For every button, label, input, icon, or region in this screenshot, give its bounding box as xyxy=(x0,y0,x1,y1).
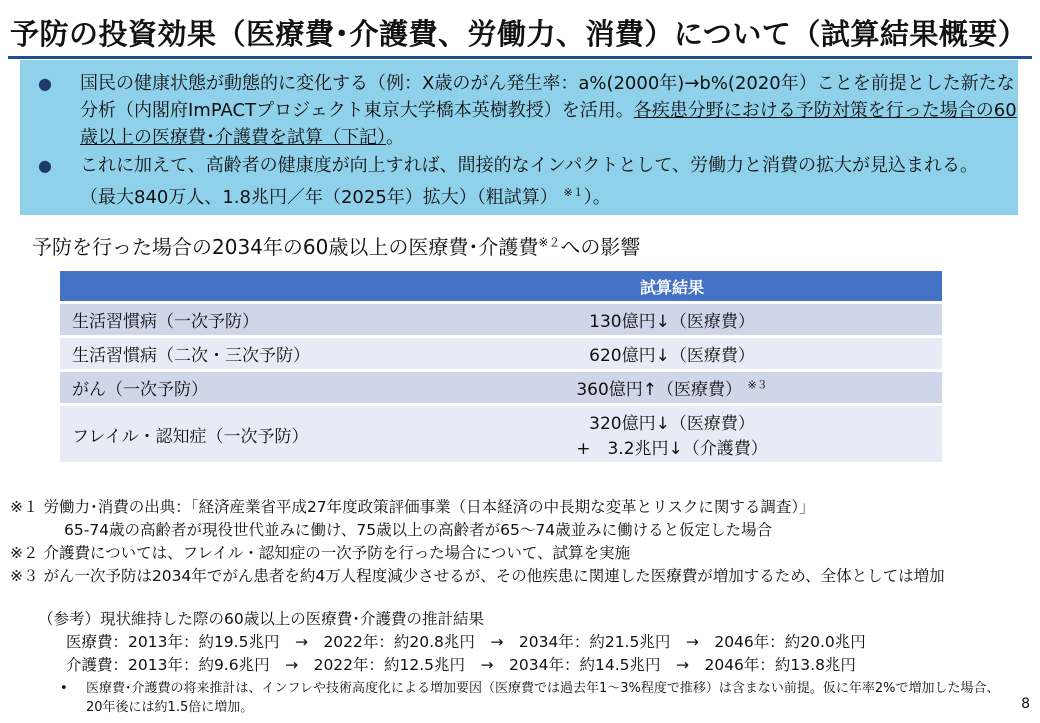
table-header-row xyxy=(60,271,942,301)
table-heading-text: 予防を行った場合の2034年の60歳以上の医療費･介護費 xyxy=(32,235,539,259)
reference-care: 介護費：2013年：約9.6兆円 → 2022年：約12.5兆円 → 2034年：約14.5兆円 → 2046年：約13.8兆円 xyxy=(66,656,856,674)
footnotes xyxy=(10,496,1035,588)
footnote-1-text-2: 65-74歳の高齢者が現役世代並みに働け、75歳以上の高齢者が65～74歳並みに働けると仮定した場合 xyxy=(64,521,773,539)
table-heading xyxy=(32,231,640,260)
row-value-text: 360億円↑（医療費） xyxy=(576,380,743,400)
results-table xyxy=(60,268,942,465)
reference-section xyxy=(38,608,866,677)
bullet2-line2: （最大840万人、1.8兆円／年（2025年）拡大）（粗試算） xyxy=(80,187,558,208)
bullet-dot-icon: ● xyxy=(38,156,52,175)
table-row xyxy=(60,372,942,403)
row-value-text: 620億円↓（医療費） xyxy=(589,346,755,366)
row-label: 生活習慣病（一次予防） xyxy=(60,304,402,335)
row-label: 生活習慣病（二次・三次予防） xyxy=(60,338,402,369)
footnote-1 xyxy=(10,496,1035,519)
reference-medical: 医療費：2013年：約19.5兆円 → 2022年：約20.8兆円 → 2034年：約21.5兆円 → 2046年：約20.0兆円 xyxy=(66,633,866,651)
footnote-3 xyxy=(10,565,1035,588)
footnote-2 xyxy=(10,542,1035,565)
row-value-text: 320億円↓（医療費） xyxy=(589,414,755,434)
footnote-1-text: 労働力･消費の出典：「経済産業省平成27年度政策評価事業（日本経済の中長期な変革とリスクに関する調査）」 xyxy=(43,498,815,516)
row-value-text: 130億円↓（医療費） xyxy=(589,312,755,332)
bullet2-line2-end: ）。 xyxy=(583,187,611,208)
bullet1-end: 。 xyxy=(386,127,404,148)
row-value xyxy=(402,304,942,335)
bullet2-line1: これに加えて、高齢者の健康度が向上すれば、間接的なインパクトとして、労働力と消費の拡大が見込まれる。 xyxy=(80,155,979,176)
footnote-1-mark: ※１ xyxy=(10,498,39,516)
reference-footnote xyxy=(60,679,1000,717)
row-value xyxy=(402,406,942,462)
page-title: 予防の投資効果（医療費･介護費、労働力、消費）について（試算結果概要） xyxy=(10,17,1028,51)
table-header-result: 試算結果 xyxy=(402,271,942,301)
footnote-2-text: 介護費については、フレイル・認知症の一次予防を行った場合について、試算を実施 xyxy=(43,544,631,562)
table-heading-note: ※２ xyxy=(538,235,561,250)
footnote-2-mark: ※２ xyxy=(10,544,39,562)
reference-footnote-text: 医療費･介護費の将来推計は、インフレや技術高度化による増加要因（医療費では過去年1～3%程度で推移）は含まない前提。仮に年率2%で増加した場合、20年後には約1.5倍に増加。 xyxy=(86,681,1000,715)
reference-heading: （参考）現状維持した際の60歳以上の医療費･介護費の推計結果 xyxy=(38,610,484,628)
bullet2-footnote-mark: ※１ xyxy=(563,186,584,199)
row-label: フレイル・認知症（一次予防） xyxy=(60,406,402,462)
table-heading-suffix: への影響 xyxy=(560,235,641,259)
footnote-3-mark: ※３ xyxy=(10,567,39,585)
table-header-blank xyxy=(60,271,402,301)
page-number: 8 xyxy=(1021,696,1030,712)
row-value xyxy=(402,372,942,403)
bullet1-underlined-text: 各疾患分野における予防対策を行った場合の60歳以上の医療費･介護費を試算（下記） xyxy=(80,100,1017,148)
row-label: がん（一次予防） xyxy=(60,372,402,403)
bullet1-text: 国民の健康状態が動態的に変化する（例：X歳のがん発生率：a%(2000年)→b%(2020年）ことを前提とした新たな分析（内閣府ImPACTプロジェクト東京大学橋本英樹教授）を活用。 xyxy=(80,73,1015,121)
table-row xyxy=(60,406,942,462)
row-value xyxy=(402,338,942,369)
bullet-dot-icon: ● xyxy=(38,74,52,93)
row-value-text-2: + 3.2兆円↓（介護費） xyxy=(576,439,768,459)
table-row xyxy=(60,304,942,335)
table-row xyxy=(60,338,942,369)
title-underline xyxy=(8,56,1032,59)
row-value-note: ※３ xyxy=(747,378,768,392)
footnote-3-text: がん一次予防は2034年でがん患者を約4万人程度減少させるが、その他疾患に関連した医療費が増加するため、全体としては増加 xyxy=(43,567,945,585)
small-bullet-icon: • xyxy=(60,681,68,696)
